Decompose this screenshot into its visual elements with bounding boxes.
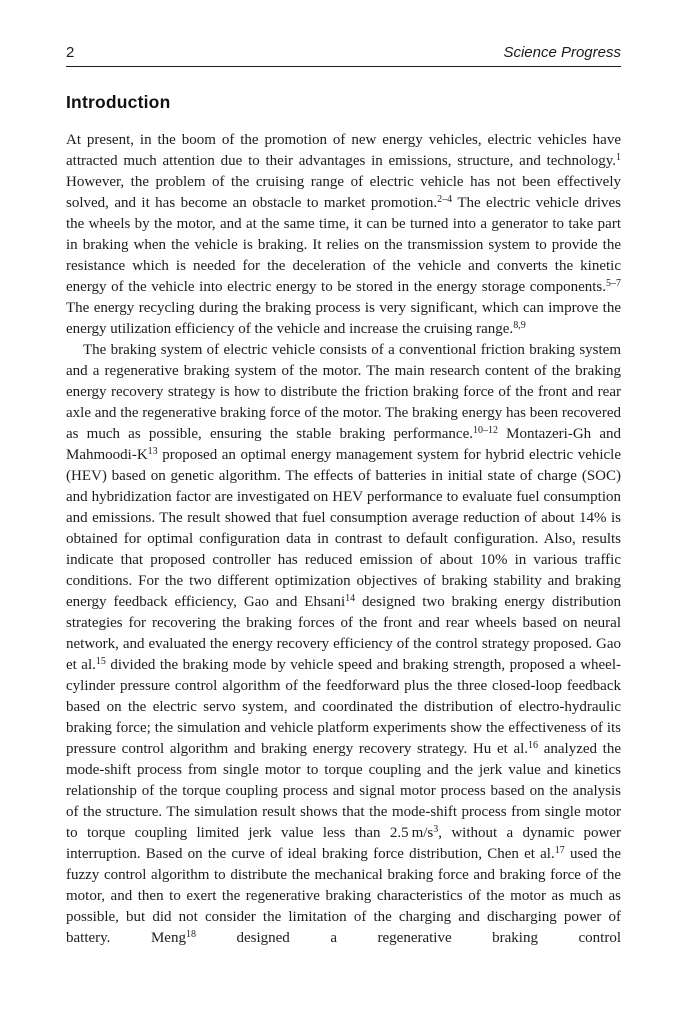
superscript-reference: 14 <box>345 593 356 604</box>
text-segment: used the fuzzy control algorithm to distribute the mechanical braking force and braking force of the motor, and then to exert the regenerative braking characteristics of the motor as much as possible, but did not consider the limitation of the charging and discharging power of battery. Meng <box>66 846 621 946</box>
section-title: Introduction <box>66 92 171 112</box>
journal-name: Science Progress <box>503 44 621 61</box>
text-segment: designed two braking energy distribution strategies for recovering the braking forces of the front and rear wheels based on neural network, and evaluated the energy recovery efficiency of the control strategy proposed. Gao et al. <box>66 594 621 673</box>
text-segment: designed a regenerative braking control <box>195 930 621 946</box>
text-segment: The electric vehicle drives the wheels by the motor, and at the same time, it can be turned into a generator to take part in braking when the vehicle is braking. It relies on the transmission system to provide the resistance which is needed for the deceleration of the vehicle and converts the kinetic energy of the vehicle into electric energy to be stored in the energy storage components. <box>66 195 621 295</box>
paragraph <box>66 130 621 340</box>
text-segment: analyzed the mode-shift process from single motor to torque coupling and the jerk value and kinetics relationship of the torque coupling process and signal motor process based on the analysis of the structure. The simulation result shows that the mode-shift process from single motor to torque coupling limited jerk value less than 2.5 m/s <box>66 741 622 841</box>
text-segment: The braking system of electric vehicle consists of a conventional friction braking system and a regenerative braking system of the motor. The main research content of the braking energy recovery strategy is how to distribute the friction braking force of the front and rear axle and the regenerative braking force of the motor. The braking energy has been recovered as much as possible, ensuring the stable braking performance. <box>66 342 621 442</box>
page-header <box>66 44 621 67</box>
superscript-reference: 13 <box>147 446 158 457</box>
text-segment: proposed an optimal energy management system for hybrid electric vehicle (HEV) based on genetic algorithm. The effects of batteries in initial state of charge (SOC) and hybridization factor are investigated on HEV performance to evaluate fuel consumption and emissions. The result showed that fuel consumption average reduction of about 14% is obtained for optimal configuration data in contrast to default configuration. Also, results indicate that proposed controller has reduced emission of about 10% in various traffic conditions. For the two different optimization objectives of braking stability and braking energy feedback efficiency, Gao and Ehsani <box>66 447 621 610</box>
superscript-reference: 18 <box>185 929 196 940</box>
text-segment: Montazeri-Gh and Mahmoodi-K <box>66 426 621 463</box>
superscript-reference: 5–7 <box>606 278 621 289</box>
superscript-reference: 15 <box>95 656 106 667</box>
page-number: 2 <box>66 44 75 61</box>
superscript-reference: 2–4 <box>437 194 453 205</box>
superscript-reference: 8,9 <box>513 320 526 331</box>
text-segment: The energy recycling during the braking process is very significant, which can improve the energy utilization efficiency of the vehicle and increase the cruising range. <box>66 300 621 337</box>
paragraph <box>66 340 621 949</box>
text-segment: divided the braking mode by vehicle speed and braking strength, proposed a wheel-cylinder pressure control algorithm of the feedforward plus the three closed-loop feedback based on the electric servo system, and coordinated the distribution of electro-hydraulic braking force; the simulation and vehicle platform experiments show the effectiveness of its pressure control algorithm and braking energy recovery strategy. Hu et al. <box>66 657 622 757</box>
superscript-reference: 1 <box>616 152 621 163</box>
superscript-reference: 3 <box>433 824 439 835</box>
text-segment: At present, in the boom of the promotion of new energy vehicles, electric vehicles have attracted much attention due to their advantages in emissions, structure, and technology. <box>66 132 621 169</box>
superscript-reference: 10–12 <box>473 425 498 436</box>
superscript-reference: 16 <box>528 740 539 751</box>
superscript-reference: 17 <box>554 845 565 856</box>
article-body <box>66 130 621 949</box>
text-segment: , without a dynamic power interruption. Based on the curve of ideal braking force distribution, Chen et al. <box>66 825 621 862</box>
text-segment: However, the problem of the cruising range of electric vehicle has not been effectively solved, and it has become an obstacle to market promotion. <box>66 174 621 211</box>
